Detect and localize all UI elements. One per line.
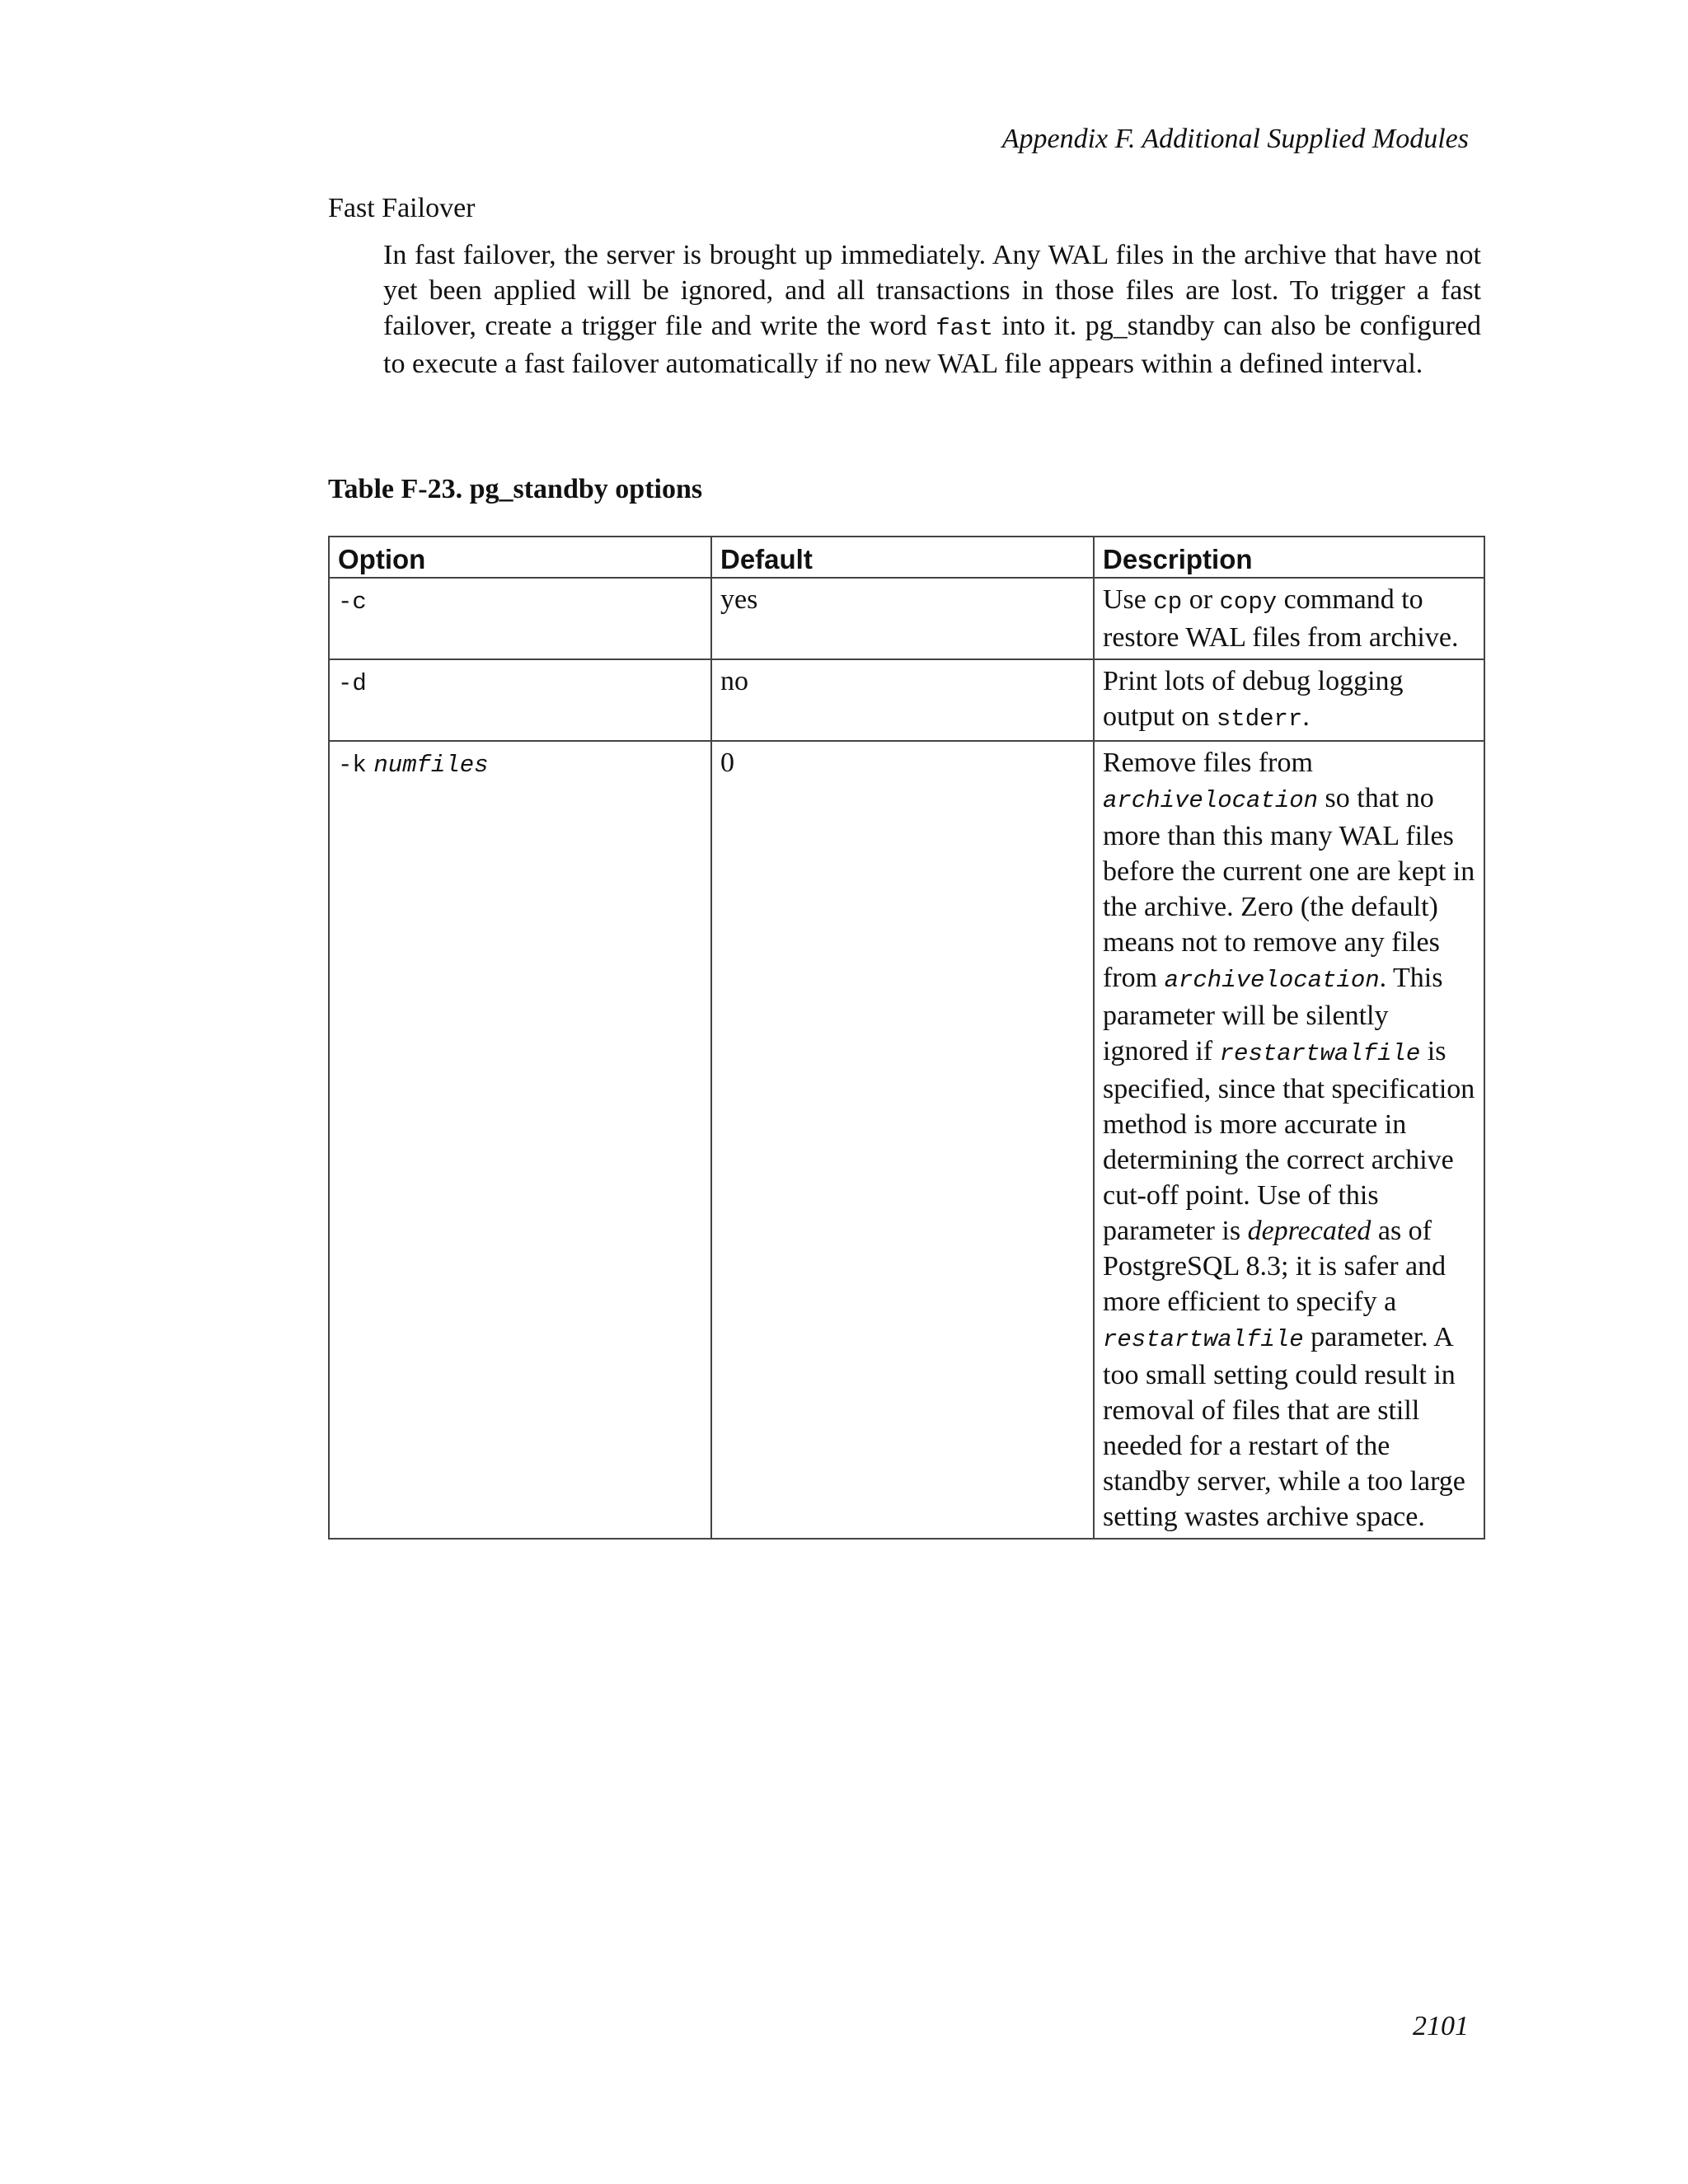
inline-code: stderr — [1216, 705, 1303, 733]
column-header-option: Option — [329, 537, 711, 578]
body-text: In fast failover, the server is brought up immediately. Any WAL files in the archive that have not yet been applied will be ignored, and all transactions in those files are lost. To trigger a fast failover, create a trigger file and write the word — [383, 240, 1481, 341]
desc-text: command to restore WAL files from archive. — [1103, 584, 1459, 653]
option-cell — [329, 578, 711, 659]
inline-variable: restartwalfile — [1103, 1326, 1304, 1353]
option-cell — [329, 659, 711, 741]
description-cell — [1094, 741, 1484, 1539]
default-cell: 0 — [711, 741, 1094, 1539]
desc-text: Use — [1103, 584, 1154, 615]
inline-code: copy — [1219, 588, 1278, 616]
description-cell — [1094, 659, 1484, 741]
inline-code: cp — [1153, 588, 1183, 616]
default-cell: no — [711, 659, 1094, 741]
table-header-row — [329, 537, 1484, 578]
section-body — [383, 237, 1481, 382]
option-flag: -k — [338, 752, 367, 779]
desc-text: so that no more than this many WAL files before the current one are kept in the archive. Zero (the default) means not to remove any files from — [1103, 783, 1475, 993]
desc-text: . — [1302, 701, 1310, 732]
desc-text: parameter. A too small setting could result in removal of files that are still needed for a restart of the standby server, while a too large setting wastes archive space. — [1103, 1322, 1465, 1532]
running-header: Appendix F. Additional Supplied Modules — [1001, 124, 1469, 154]
section-term: Fast Failover — [328, 193, 476, 223]
desc-text: as of PostgreSQL 8.3; it is safer and more efficient to specify a — [1103, 1216, 1447, 1317]
table-row — [329, 741, 1484, 1539]
options-table — [328, 536, 1485, 1540]
option-flag: -c — [338, 588, 367, 616]
table-caption: Table F-23. pg_standby options — [328, 474, 703, 504]
desc-text: . This parameter will be silently ignored if — [1103, 963, 1443, 1066]
option-argument: numfiles — [373, 752, 489, 779]
inline-variable: archivelocation — [1103, 787, 1319, 814]
option-cell — [329, 741, 711, 1539]
body-text: into it. pg_standby can also be configured to execute a fast failover automatically if no new WAL file appears within a defined interval. — [383, 311, 1481, 379]
emphasis-text: deprecated — [1247, 1216, 1372, 1246]
desc-text: Print lots of debug logging output on — [1103, 666, 1404, 732]
table-row — [329, 578, 1484, 659]
description-cell — [1094, 578, 1484, 659]
desc-text: is specified, since that specification method is more accurate in determining the correct archive cut-off point. Use of this parameter is — [1103, 1036, 1475, 1246]
desc-text: or — [1182, 584, 1220, 615]
default-cell: yes — [711, 578, 1094, 659]
option-flag: -d — [338, 670, 367, 697]
inline-code: fast — [935, 315, 993, 342]
inline-variable: archivelocation — [1164, 967, 1380, 994]
table-row — [329, 659, 1484, 741]
column-header-default: Default — [711, 537, 1094, 578]
inline-variable: restartwalfile — [1219, 1040, 1421, 1067]
desc-text: Remove files from — [1103, 748, 1313, 778]
page-number: 2101 — [1413, 2011, 1469, 2041]
column-header-description: Description — [1094, 537, 1484, 578]
